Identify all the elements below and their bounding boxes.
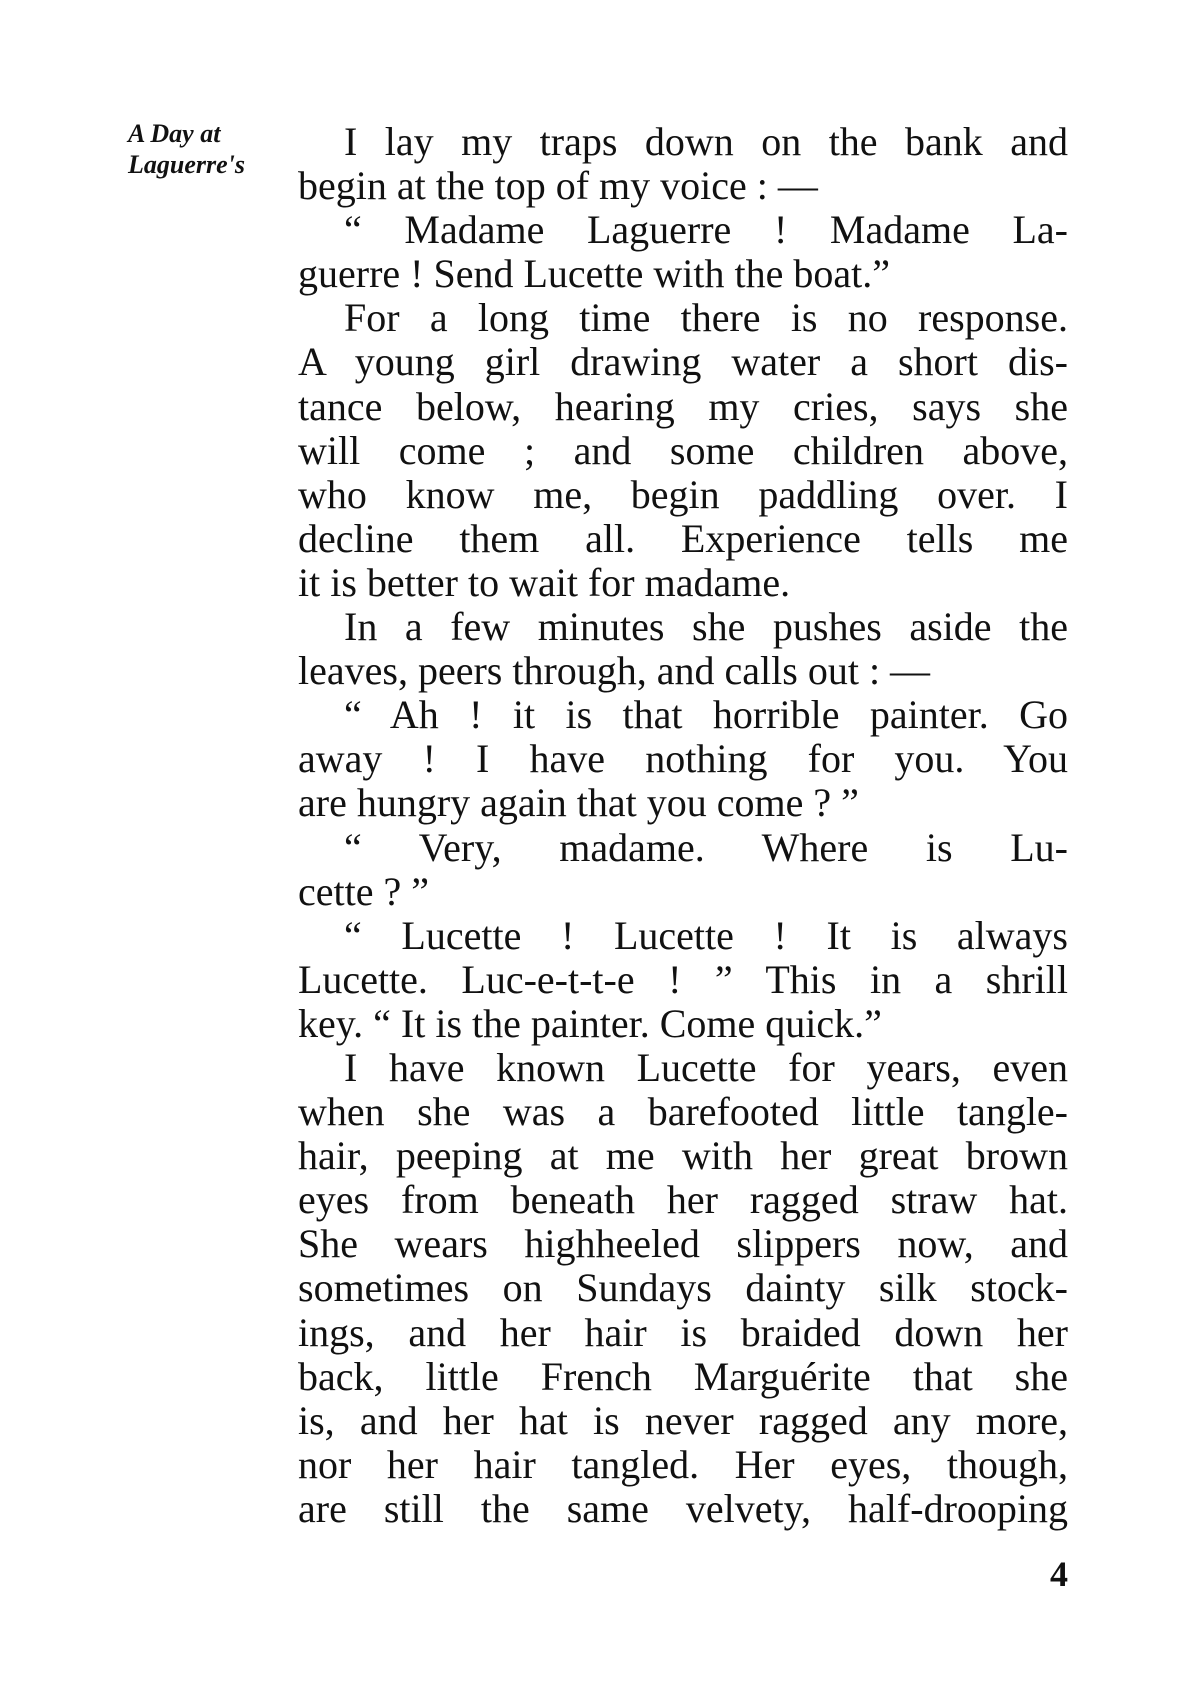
text-line: I lay my traps down on the bank and xyxy=(344,119,1068,164)
text-line: I have known Lucette for years, even xyxy=(344,1044,1068,1090)
text-line: begin at the top of my voice : — xyxy=(298,163,818,209)
text-line: are hungry again that you come ? ” xyxy=(298,780,859,826)
page-number: 4 xyxy=(1050,1554,1068,1594)
text-line: cette ? ” xyxy=(298,868,429,914)
text-line: decline them all. Experience tells me xyxy=(298,515,1068,561)
text-line: ings, and her hair is braided down her xyxy=(298,1309,1068,1355)
text-line: away ! I have nothing for you. You xyxy=(298,736,1068,782)
text-line: For a long time there is no response. xyxy=(344,295,1068,341)
text-line: nor her hair tangled. Her eyes, though, xyxy=(298,1441,1068,1487)
body-text xyxy=(298,120,1068,1531)
text-line: are still the same velvety, half-drooping xyxy=(298,1485,1068,1531)
running-head-line-2: Laguerre's xyxy=(128,150,245,179)
text-line: hair, peeping at me with her great brown xyxy=(298,1133,1068,1179)
text-line: guerre ! Send Lucette with the boat.” xyxy=(298,251,890,297)
text-line: “ Very, madame. Where is Lu- xyxy=(344,824,1068,870)
text-line: She wears highheeled slippers now, and xyxy=(298,1221,1068,1267)
text-line: “ Ah ! it is that horrible painter. Go xyxy=(344,692,1068,738)
text-line: “ Lucette ! Lucette ! It is always xyxy=(344,912,1068,958)
text-line: “ Madame Laguerre ! Madame La- xyxy=(344,207,1068,253)
text-line: who know me, begin paddling over. I xyxy=(298,471,1068,517)
text-line: sometimes on Sundays dainty silk stock- xyxy=(298,1265,1068,1311)
text-line: eyes from beneath her ragged straw hat. xyxy=(298,1177,1068,1223)
text-line: will come ; and some children above, xyxy=(298,427,1068,473)
text-line: A young girl drawing water a short dis- xyxy=(298,339,1068,385)
text-line: leaves, peers through, and calls out : — xyxy=(298,648,931,694)
text-line: tance below, hearing my cries, says she xyxy=(298,383,1068,429)
text-line: is, and her hat is never ragged any more, xyxy=(298,1397,1068,1443)
running-head-line-1: A Day at xyxy=(128,119,221,148)
text-line: back, little French Marguérite that she xyxy=(298,1353,1068,1399)
text-line: Lucette. Luc-e-t-t-e ! ” This in a shrill xyxy=(298,956,1068,1002)
text-line: when she was a barefooted little tangle- xyxy=(298,1089,1068,1135)
running-head xyxy=(128,118,278,180)
text-line: In a few minutes she pushes aside the xyxy=(344,604,1068,650)
text-line: it is better to wait for madame. xyxy=(298,559,791,605)
text-line: key. “ It is the painter. Come quick.” xyxy=(298,1000,882,1046)
